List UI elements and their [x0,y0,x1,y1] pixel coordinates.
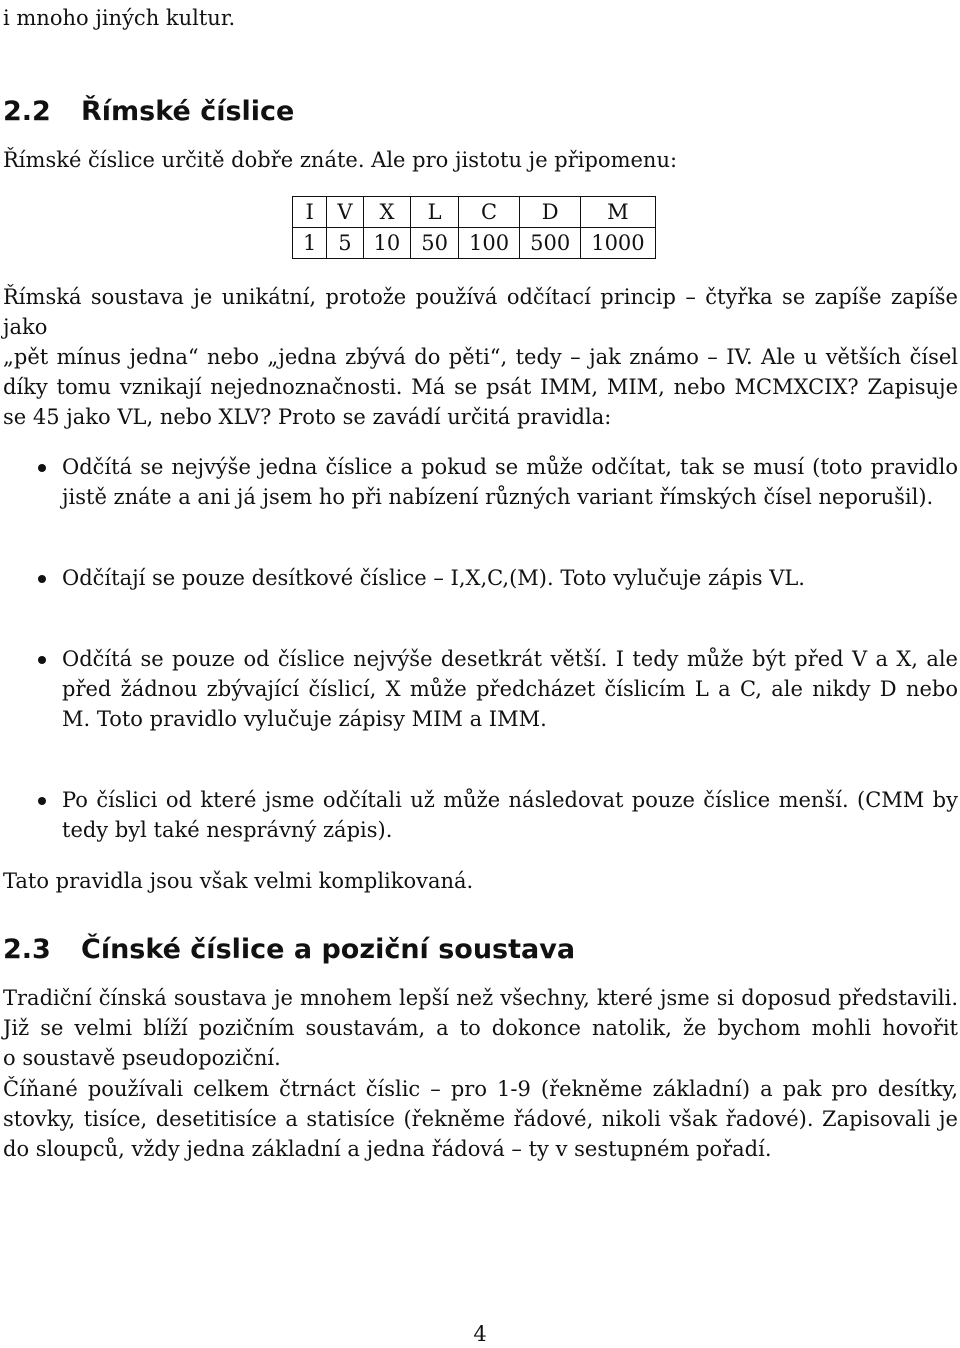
table-cell: 1000 [581,228,655,259]
list-item-rule-2 [62,563,958,593]
text-line: Odčítají se pouze desítkové číslice – I,X,C,(M). Toto vylučuje zápis VL. [62,566,805,590]
text-line: Odčítá se pouze od číslice nejvýše desetkrát větší. I tedy může být před V a X, ale [62,647,958,671]
table-cell: 100 [459,228,520,259]
section-number: 2.2 [3,96,51,127]
table-cell: 5 [327,228,363,259]
text-line: tedy byl také nesprávný zápis). [62,818,393,842]
bullet-icon [38,575,46,583]
list-item-rule-1 [62,452,958,512]
text-line: o soustavě pseudopoziční. [3,1046,281,1070]
table-cell: 10 [363,228,411,259]
text-line: Již se velmi blíží pozičním soustavám, a to dokonce natolik, že bychom mohli hovořit [3,1016,958,1040]
text-line: se 45 jako VL, nebo XLV? Proto se zavádí určitá pravidla: [3,405,612,429]
text-line: před žádnou zbývající číslicí, X může předcházet číslicím L a C, ale nikdy D nebo [62,677,958,701]
intro-text: Římské číslice určitě dobře znáte. Ale pro jistotu je připomenu: [3,148,678,172]
roman-numerals-table [292,196,656,259]
rules-summary: Tato pravidla jsou však velmi komplikovaná. [3,869,474,893]
table-cell: V [327,197,363,228]
page-number: 4 [473,1322,487,1346]
table-cell: 1 [293,228,327,259]
text-line: Po číslici od které jsme odčítali už může následovat pouze číslice menší. (CMM by [62,788,958,812]
table-cell: 500 [520,228,581,259]
table-cell: C [459,197,520,228]
bullet-icon [38,797,46,805]
table-cell: 50 [411,228,459,259]
table-row-values [293,228,656,259]
text-line: Číňané používali celkem čtrnáct číslic – pro 1-9 (řekněme základní) a pak pro desítky, [3,1077,958,1101]
table-cell: L [411,197,459,228]
list-item-rule-3 [62,644,958,734]
paragraph-roman-uniqueness [3,282,958,432]
top-line: i mnoho jiných kultur. [3,6,236,30]
bullet-icon [38,464,46,472]
text-line: Římská soustava je unikátní, protože používá odčítací princip – čtyřka se zapíše zapíše jako [3,285,958,339]
table-cell: I [293,197,327,228]
section-heading-2-2 [3,94,294,130]
text-line: M. Toto pravidlo vylučuje zápisy MIM a IMM. [62,707,547,731]
section-number: 2.3 [3,934,51,965]
text-line: jistě znáte a ani já jsem ho při nabízení různých variant římských čísel neporušil). [62,485,934,509]
text-line: Odčítá se nejvýše jedna číslice a pokud se může odčítat, tak se musí (toto pravidlo [62,455,958,479]
section-title: Čínské číslice a poziční soustava [81,934,576,965]
section-title: Římské číslice [81,96,295,127]
list-item-rule-4 [62,785,958,845]
table-row-symbols [293,197,656,228]
table-cell: X [363,197,411,228]
table-cell: D [520,197,581,228]
text-line: stovky, tisíce, desetitisíce a statisíce (řekněme řádové, nikoli však řadové). Zapisovali je [3,1107,958,1131]
text-line: do sloupců, vždy jedna základní a jedna řádová – ty v sestupném pořadí. [3,1137,772,1161]
section-heading-2-3 [3,932,575,968]
text-line: Tradiční čínská soustava je mnohem lepší než všechny, které jsme si doposud představili. [3,986,958,1010]
paragraph-chinese-2 [3,1074,958,1164]
bullet-icon [38,656,46,664]
paragraph-chinese-1 [3,983,958,1073]
text-line: „pět mínus jedna“ nebo „jedna zbývá do pěti“, tedy – jak známo – IV. Ale u větších čísel [3,345,958,369]
text-line: díky tomu vznikají nejednoznačnosti. Má se psát IMM, MIM, nebo MCMXCIX? Zapisuje [3,375,958,399]
table-cell: M [581,197,655,228]
